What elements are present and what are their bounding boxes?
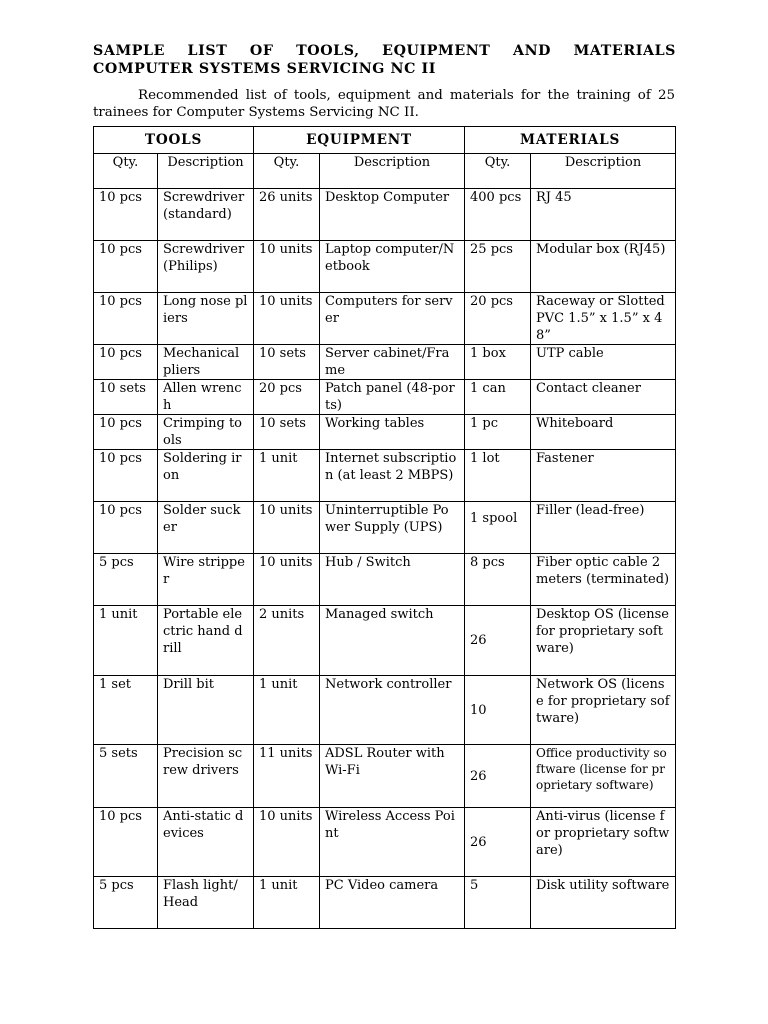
tools-qty-cell: 10 pcs	[94, 241, 158, 293]
tools-description-cell: Crimping tools	[158, 415, 254, 450]
page-title: SAMPLE LIST OF TOOLS, EQUIPMENT AND MATERIALS COMPUTER SYSTEMS SERVICING NC II	[93, 43, 676, 77]
tools-qty-cell: 10 pcs	[94, 345, 158, 380]
materials-description-cell: Whiteboard	[531, 415, 676, 450]
materials-description-cell: Raceway or Slotted PVC 1.5” x 1.5” x 48”	[531, 293, 676, 345]
equipment-description-cell: Patch panel (48-ports)	[320, 380, 465, 415]
table-row	[94, 450, 676, 502]
table-row	[94, 676, 676, 745]
materials-description-cell: Network OS (license for proprietary software)	[531, 676, 676, 745]
materials-qty-cell: 25 pcs	[465, 241, 531, 293]
group-header-materials: MATERIALS	[465, 127, 676, 154]
materials-qty-cell: 1 box	[465, 345, 531, 380]
column-header: Description	[158, 154, 254, 189]
tools-qty-cell: 5 sets	[94, 745, 158, 808]
tools-qty-cell: 5 pcs	[94, 877, 158, 929]
tools-qty-cell: 10 pcs	[94, 450, 158, 502]
column-header: Qty.	[254, 154, 320, 189]
materials-qty-cell: 1 spool	[465, 502, 531, 554]
materials-description-cell: Modular box (RJ45)	[531, 241, 676, 293]
tools-qty-cell: 10 pcs	[94, 502, 158, 554]
tools-description-cell: Portable electric hand drill	[158, 606, 254, 676]
tools-description-cell: Screwdriver (Philips)	[158, 241, 254, 293]
tools-description-cell: Wire stripper	[158, 554, 254, 606]
table-row	[94, 554, 676, 606]
column-header: Qty.	[465, 154, 531, 189]
group-header-equipment: EQUIPMENT	[254, 127, 465, 154]
materials-description-cell: RJ 45	[531, 189, 676, 241]
column-header: Qty.	[94, 154, 158, 189]
materials-qty-cell: 1 can	[465, 380, 531, 415]
table-row	[94, 415, 676, 450]
materials-qty-cell: 26	[465, 606, 531, 676]
table-row	[94, 877, 676, 929]
tools-description-cell: Mechanical pliers	[158, 345, 254, 380]
equipment-qty-cell: 26 units	[254, 189, 320, 241]
equipment-description-cell: Working tables	[320, 415, 465, 450]
equipment-description-cell: Uninterruptible Power Supply (UPS)	[320, 502, 465, 554]
equipment-description-cell: Laptop computer/Netbook	[320, 241, 465, 293]
group-header-row	[94, 127, 676, 154]
equipment-description-cell: Network controller	[320, 676, 465, 745]
table-row	[94, 745, 676, 808]
equipment-qty-cell: 10 sets	[254, 415, 320, 450]
table-row	[94, 808, 676, 877]
equipment-description-cell: Managed switch	[320, 606, 465, 676]
materials-description-cell: Office productivity software (license for proprietary software)	[531, 745, 676, 808]
tools-equipment-materials-table	[93, 126, 676, 929]
tools-qty-cell: 10 sets	[94, 380, 158, 415]
materials-description-cell: Fiber optic cable 2 meters (terminated)	[531, 554, 676, 606]
tools-description-cell: Long nose pliers	[158, 293, 254, 345]
tools-description-cell: Solder sucker	[158, 502, 254, 554]
tools-description-cell: Soldering iron	[158, 450, 254, 502]
equipment-qty-cell: 10 sets	[254, 345, 320, 380]
table-row	[94, 345, 676, 380]
equipment-description-cell: Wireless Access Point	[320, 808, 465, 877]
materials-qty-cell: 26	[465, 808, 531, 877]
column-header: Description	[320, 154, 465, 189]
tools-description-cell: Precision screw drivers	[158, 745, 254, 808]
equipment-qty-cell: 10 units	[254, 808, 320, 877]
equipment-qty-cell: 10 units	[254, 293, 320, 345]
tools-qty-cell: 1 set	[94, 676, 158, 745]
materials-description-cell: Anti-virus (license for proprietary software)	[531, 808, 676, 877]
tools-qty-cell: 10 pcs	[94, 189, 158, 241]
table-row	[94, 241, 676, 293]
equipment-description-cell: Computers for server	[320, 293, 465, 345]
equipment-qty-cell: 1 unit	[254, 877, 320, 929]
materials-qty-cell: 1 pc	[465, 415, 531, 450]
equipment-qty-cell: 10 units	[254, 502, 320, 554]
materials-description-cell: Filler (lead-free)	[531, 502, 676, 554]
equipment-description-cell: ADSL Router with Wi-Fi	[320, 745, 465, 808]
tools-qty-cell: 10 pcs	[94, 808, 158, 877]
equipment-qty-cell: 2 units	[254, 606, 320, 676]
equipment-qty-cell: 11 units	[254, 745, 320, 808]
equipment-qty-cell: 20 pcs	[254, 380, 320, 415]
tools-description-cell: Screwdriver (standard)	[158, 189, 254, 241]
table-row	[94, 502, 676, 554]
tools-description-cell: Drill bit	[158, 676, 254, 745]
tools-description-cell: Flash light/Head	[158, 877, 254, 929]
equipment-description-cell: PC Video camera	[320, 877, 465, 929]
tools-qty-cell: 1 unit	[94, 606, 158, 676]
tools-description-cell: Anti-static devices	[158, 808, 254, 877]
tools-qty-cell: 10 pcs	[94, 415, 158, 450]
column-header-row	[94, 154, 676, 189]
equipment-description-cell: Server cabinet/Frame	[320, 345, 465, 380]
materials-description-cell: Fastener	[531, 450, 676, 502]
column-header: Description	[531, 154, 676, 189]
materials-qty-cell: 20 pcs	[465, 293, 531, 345]
materials-qty-cell: 5	[465, 877, 531, 929]
materials-description-cell: UTP cable	[531, 345, 676, 380]
table-row	[94, 606, 676, 676]
equipment-qty-cell: 1 unit	[254, 450, 320, 502]
tools-qty-cell: 5 pcs	[94, 554, 158, 606]
table-row	[94, 189, 676, 241]
tools-qty-cell: 10 pcs	[94, 293, 158, 345]
equipment-description-cell: Hub / Switch	[320, 554, 465, 606]
materials-description-cell: Contact cleaner	[531, 380, 676, 415]
materials-qty-cell: 10	[465, 676, 531, 745]
materials-qty-cell: 26	[465, 745, 531, 808]
intro-paragraph: Recommended list of tools, equipment and materials for the training of 25 trainees for Computer Systems Servicing NC II.	[93, 88, 675, 120]
equipment-description-cell: Desktop Computer	[320, 189, 465, 241]
tools-description-cell: Allen wrench	[158, 380, 254, 415]
equipment-qty-cell: 10 units	[254, 554, 320, 606]
table-row	[94, 293, 676, 345]
materials-qty-cell: 1 lot	[465, 450, 531, 502]
table-row	[94, 380, 676, 415]
materials-description-cell: Disk utility software	[531, 877, 676, 929]
materials-qty-cell: 400 pcs	[465, 189, 531, 241]
equipment-qty-cell: 1 unit	[254, 676, 320, 745]
group-header-tools: TOOLS	[94, 127, 254, 154]
materials-description-cell: Desktop OS (license for proprietary software)	[531, 606, 676, 676]
equipment-qty-cell: 10 units	[254, 241, 320, 293]
equipment-description-cell: Internet subscription (at least 2 MBPS)	[320, 450, 465, 502]
materials-qty-cell: 8 pcs	[465, 554, 531, 606]
